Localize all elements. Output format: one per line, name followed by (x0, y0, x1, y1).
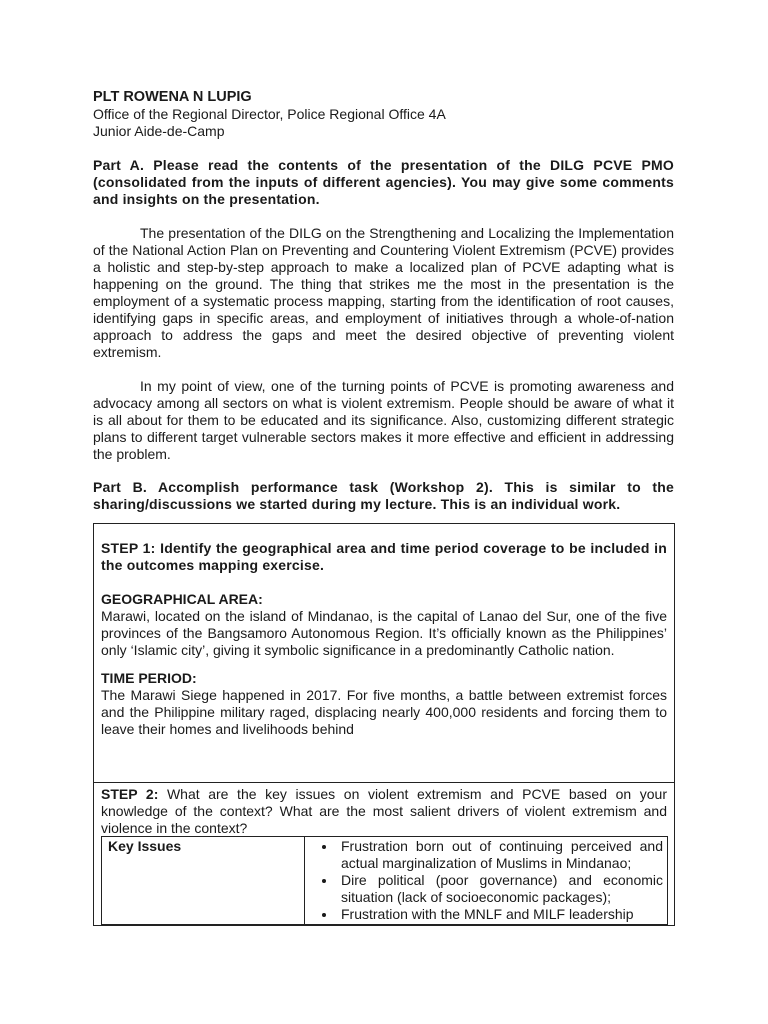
key-issues-header: Key Issues (102, 837, 305, 925)
time-period-heading: TIME PERIOD: (101, 670, 197, 686)
key-issues-table (101, 836, 668, 925)
author-position: Junior Aide-de-Camp (93, 123, 225, 139)
list-item: • Dire political (poor governance) and economic situation (lack of socioeconomic packages); (337, 872, 663, 906)
list-item: • Frustration born out of continuing perceived and actual marginalization of Muslims in Mindanao; (337, 838, 663, 872)
table-row (102, 837, 668, 925)
step1-title: STEP 1: Identify the geographical area and time period coverage to be included in the outcomes mapping exercise. (101, 540, 667, 573)
part-b-instruction: Part B. Accomplish performance task (Workshop 2). This is similar to the sharing/discussions we started during my lecture. This is an individual work. (93, 479, 674, 512)
author-office: Office of the Regional Director, Police Regional Office 4A (93, 106, 446, 122)
workshop-box (93, 523, 675, 926)
part-a-instruction: Part A. Please read the contents of the presentation of the DILG PCVE PMO (consolidated from the inputs of different agencies). You may give some comments and insights on the presentation. (93, 157, 674, 207)
geographical-area-text: Marawi, located on the island of Mindanao, is the capital of Lanao del Sur, one of the five provinces of the Bangsamoro Autonomous Region. It’s officially known as the Philippines’ only ‘Islamic city’, giving it symbolic significance in a predominantly Catholic nation. (101, 608, 667, 658)
step2-label: STEP 2: (101, 786, 159, 802)
section-divider (94, 782, 674, 783)
list-item: • Frustration with the MNLF and MILF leadership (337, 906, 663, 923)
step1-section (101, 540, 667, 738)
geographical-area-heading: GEOGRAPHICAL AREA: (101, 591, 263, 607)
step2-section (101, 786, 667, 837)
time-period-text: The Marawi Siege happened in 2017. For five months, a battle between extremist forces and the Philippine military raged, displacing nearly 400,000 residents and forcing them to leave their homes and livelihoods behind (101, 687, 667, 737)
key-issues-list (309, 838, 663, 923)
author-name: PLT ROWENA N LUPIG (93, 89, 252, 105)
part-a-paragraph-1: The presentation of the DILG on the Strengthening and Localizing the Implementation of the National Action Plan on Preventing and Countering Violent Extremism (PCVE) provides a holistic and step-by-step approach to make a localized plan of PCVE adapting what is happening on the ground. The thing that strikes me the most in the presentation is the employment of a systematic process mapping, starting from the identification of root causes, identifying gaps in specific areas, and employment of initiatives through a whole-of-nation approach to address the gaps and meet the desired objective of preventing violent extremism. (93, 225, 674, 360)
key-issues-list-cell (305, 837, 668, 925)
step2-question-block (101, 786, 667, 837)
step2-question: What are the key issues on violent extremism and PCVE based on your knowledge of the context? What are the most salient drivers of violent extremism and violence in the context? (101, 786, 667, 836)
part-a-paragraph-2: In my point of view, one of the turning points of PCVE is promoting awareness and advocacy among all sectors on what is violent extremism. People should be aware of what it is all about for them to be educated and its significance. Also, customizing different strategic plans to different target vulnerable sectors makes it more effective and efficient in addressing the problem. (93, 378, 674, 462)
